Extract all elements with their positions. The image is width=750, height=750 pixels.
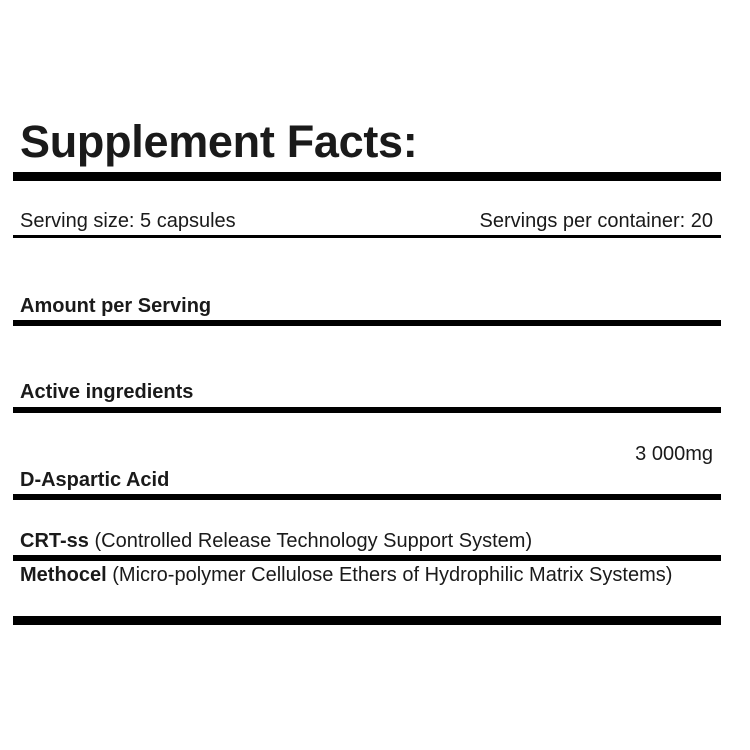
bottom-divider — [13, 616, 721, 625]
other-ingredient-name: Methocel — [20, 564, 107, 586]
panel-title: Supplement Facts: — [20, 116, 418, 167]
other-divider — [13, 555, 721, 561]
other-ingredient-crt — [20, 529, 710, 554]
other-ingredient-methocel — [20, 563, 710, 588]
active-divider — [13, 407, 721, 413]
ingredient-name: D-Aspartic Acid — [20, 469, 170, 491]
servings-per-container: Servings per container: 20 — [479, 210, 713, 232]
amount-divider — [13, 320, 721, 326]
other-ingredient-description: (Micro-polymer Cellulose Ethers of Hydrophilic Matrix Systems) — [112, 564, 673, 586]
amount-per-serving-label: Amount per Serving — [20, 295, 212, 317]
supplement-facts-panel — [13, 0, 721, 750]
other-ingredient-name: CRT-ss — [20, 530, 89, 552]
ingredient-divider — [13, 494, 721, 500]
serving-divider — [13, 235, 721, 238]
other-ingredient-description: (Controlled Release Technology Support System) — [94, 530, 533, 552]
ingredient-amount: 3 000mg — [635, 443, 713, 465]
active-ingredients-label: Active ingredients — [20, 381, 194, 403]
serving-size: Serving size: 5 capsules — [20, 210, 236, 232]
title-divider — [13, 172, 721, 181]
